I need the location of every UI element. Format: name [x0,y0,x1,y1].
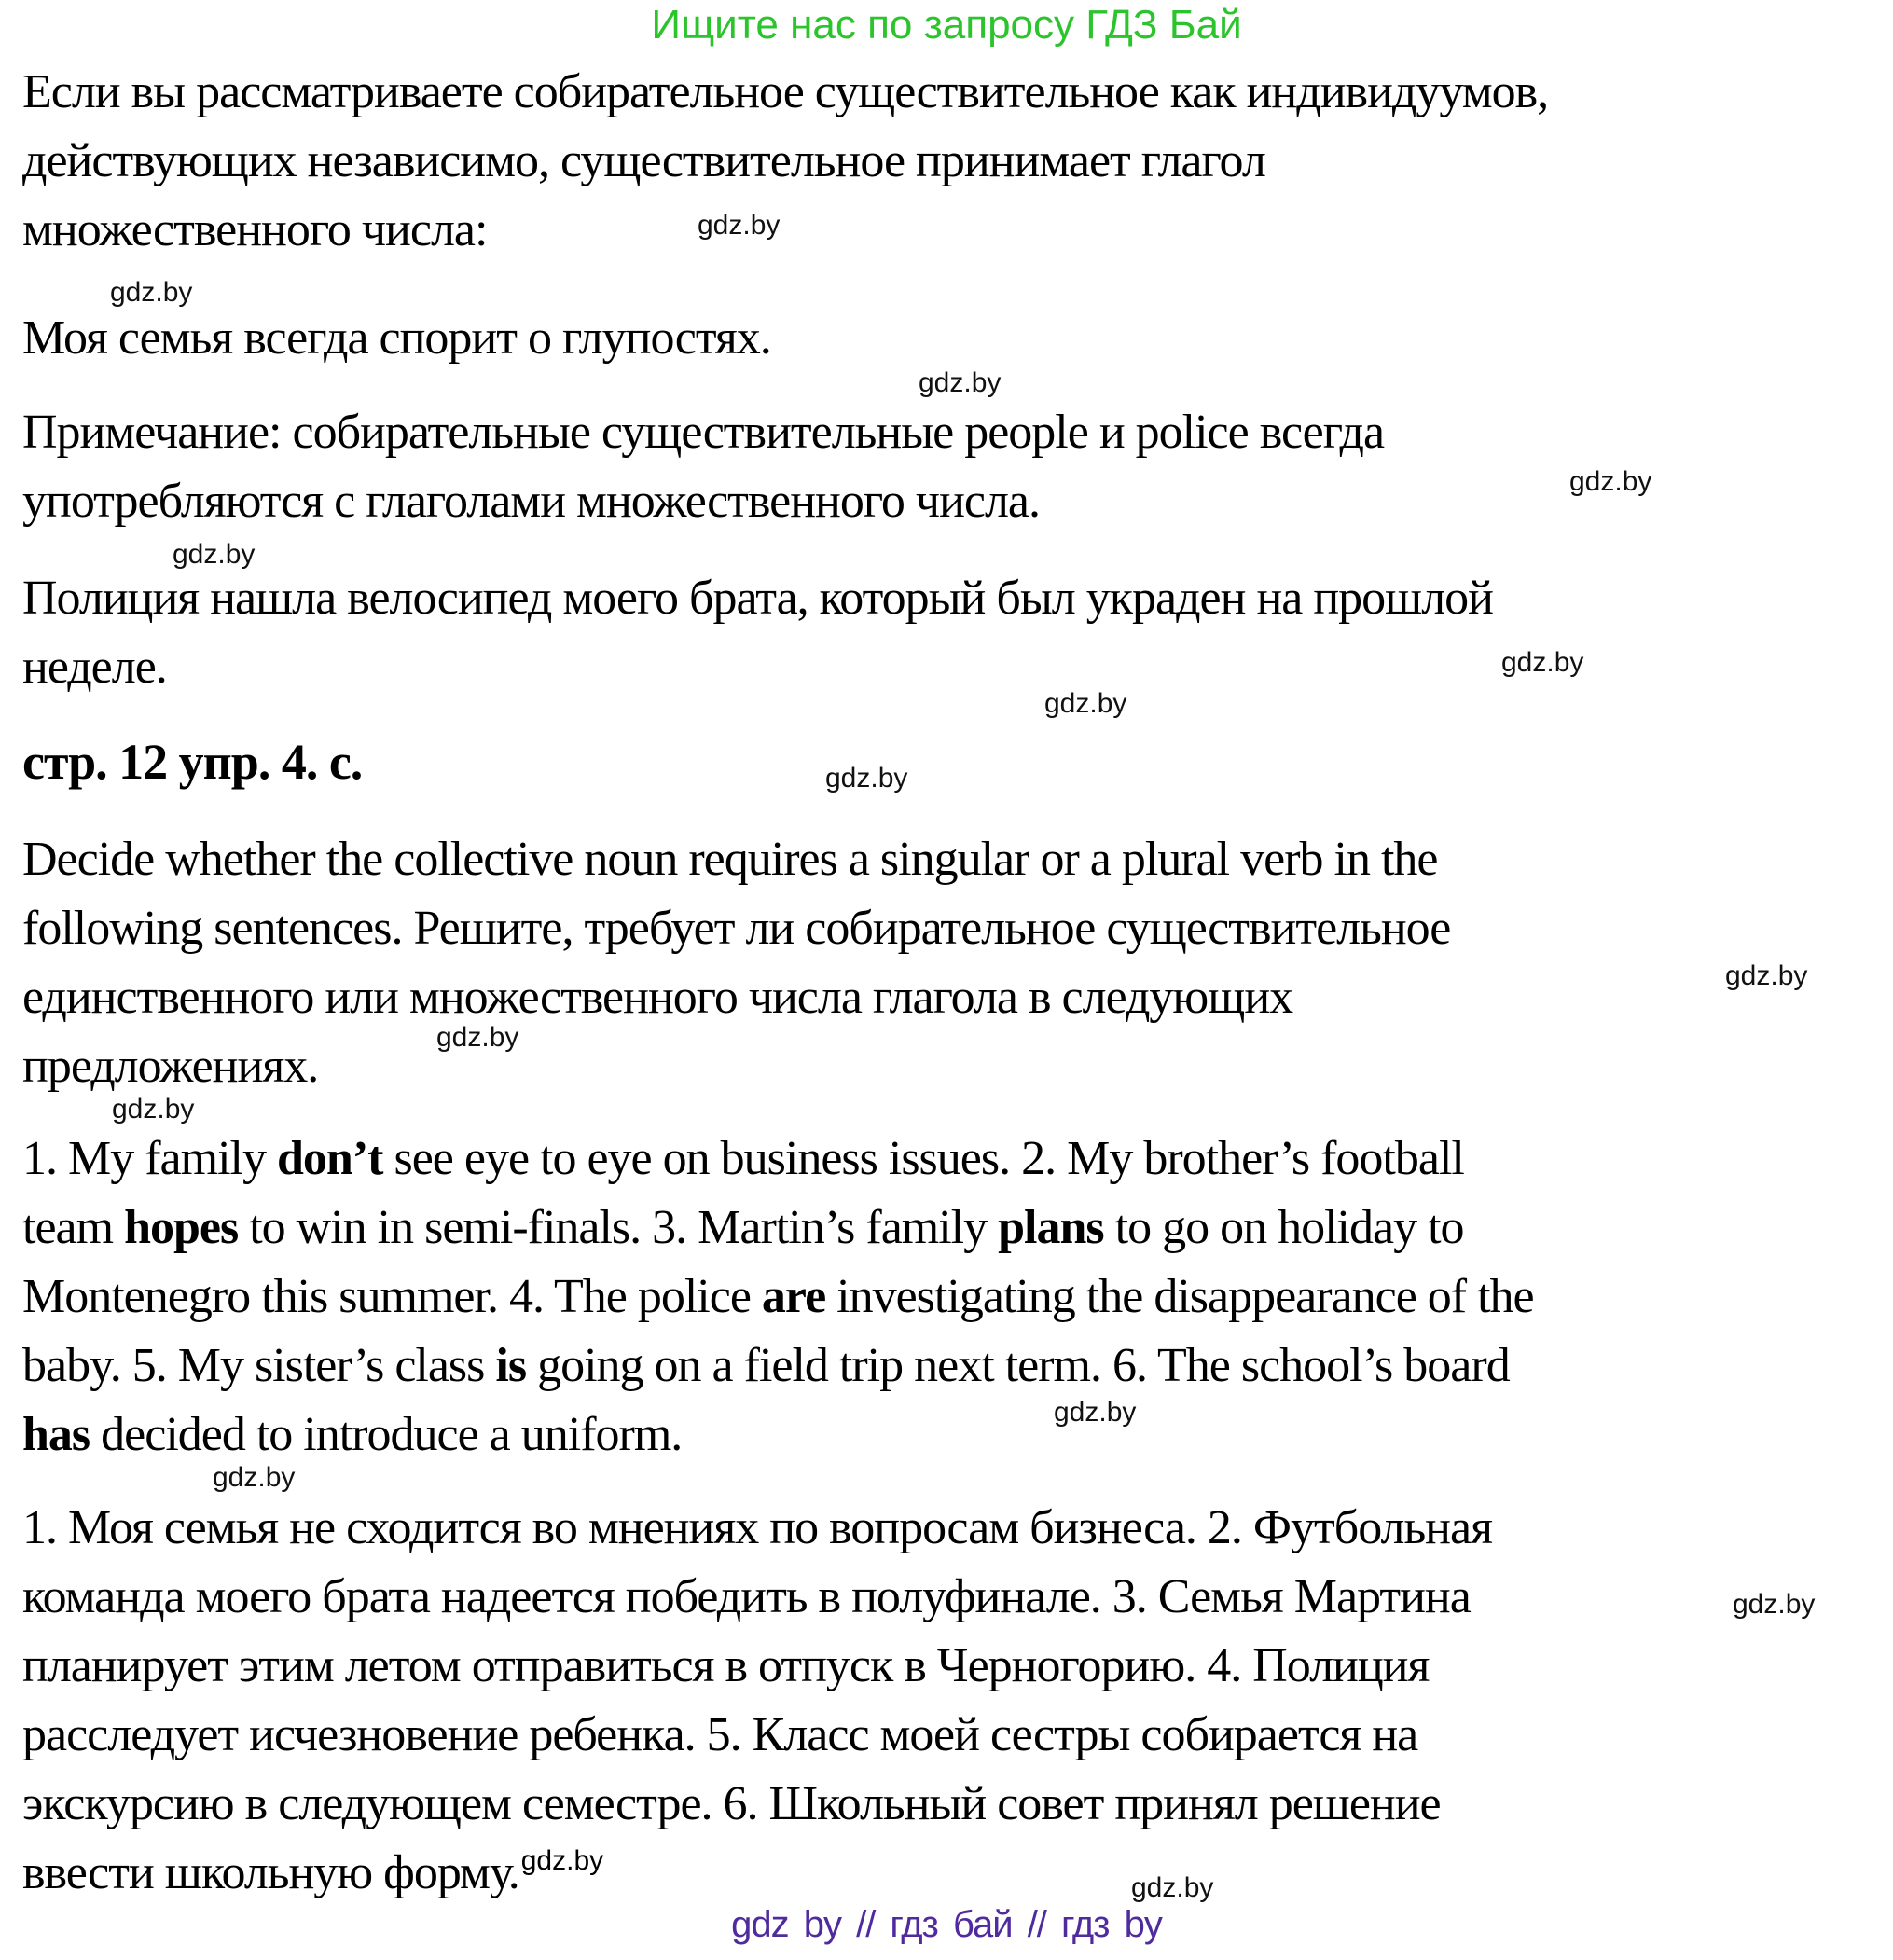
text-line: following sentences. Решите, требует ли собирательное существительное [22,902,1451,955]
gdz-watermark: gdz.by [1054,1397,1137,1428]
gdz-watermark: gdz.by [698,210,781,241]
task-description [22,825,1450,1101]
text-line: Полиция нашла велосипед моего брата, который был украден на прошлой [22,572,1493,625]
gdz-watermark: gdz.by [1733,1589,1816,1620]
gdz-watermark: gdz.by [919,367,1002,398]
text-line: 1. Моя семья не сходится во мнениях по вопросам бизнеса. 2. Футбольная [22,1501,1492,1554]
gdz-watermark: gdz.by [436,1022,519,1053]
gdz-watermark: gdz.by [1501,647,1584,678]
text-line: 1. My family don’t see eye to eye on business issues. 2. My brother’s football [22,1132,1464,1185]
gdz-watermark: gdz.by [110,277,193,308]
text-line: предложениях. [22,1040,319,1093]
text-line: Если вы рассматриваете собирательное существительное как индивидуумов, [22,65,1549,118]
gdz-watermark: gdz.by [1044,688,1127,719]
site-footer: gdz by // гдз бай // гдз by [731,1904,1162,1945]
text-line: baby. 5. My sister’s class is going on a field trip next term. 6. The school’s board [22,1339,1510,1392]
gdz-watermark: gdz.by [213,1462,296,1493]
gdz-watermark: gdz.by [1131,1872,1214,1903]
text-line: команда моего брата надеется победить в полуфинале. 3. Семья Мартина [22,1570,1471,1623]
promo-header: Ищите нас по запросу ГДЗ Бай [651,2,1242,48]
text-line: Decide whether the collective noun requires a singular or a plural verb in the [22,833,1438,886]
text-line: расследует исчезновение ребенка. 5. Класс моей сестры собирается на [22,1708,1418,1761]
text-line: неделе. [22,641,167,694]
text-line: team hopes to win in semi-finals. 3. Martin’s family plans to go on holiday to [22,1201,1464,1254]
gdz-watermark: gdz.by [112,1094,195,1125]
example-sentence-1 [22,304,771,373]
text-line: употребляются с глаголами множественного числа. [22,475,1041,528]
answers-russian [22,1494,1492,1908]
text-line: Montenegro this summer. 4. The police are investigating the disappearance of the [22,1270,1534,1323]
text-line: единственного или множественного числа глагола в следующих [22,971,1293,1024]
gdz-watermark: gdz.by [825,763,908,794]
gdz-watermark: gdz.by [1569,466,1652,497]
gdz-watermark: gdz.by [173,539,256,570]
intro-paragraph [22,58,1548,265]
exercise-heading: стр. 12 упр. 4. с. [22,734,363,790]
text-line: множественного числа: [22,203,488,256]
answers-english [22,1125,1534,1470]
text-line: ввести школьную форму.$^{gdz.by}$ [22,1845,604,1899]
text-line: has decided to introduce a uniform. [22,1408,683,1461]
text-line: экскурсию в следующем семестре. 6. Школьный совет принял решение [22,1777,1441,1830]
gdz-watermark: gdz.by [1725,960,1808,991]
text-line: Примечание: собирательные существительные people и police всегда [22,406,1385,459]
text-line: планирует этим летом отправиться в отпуск в Черногорию. 4. Полиция [22,1639,1430,1692]
gdz-watermark: gdz.by [520,1845,604,1876]
example-sentence-2 [22,564,1493,702]
note-paragraph [22,398,1384,536]
text-line: Моя семья всегда спорит о глупостях. [22,311,771,365]
text-line: действующих независимо, существительное принимает глагол [22,134,1265,187]
